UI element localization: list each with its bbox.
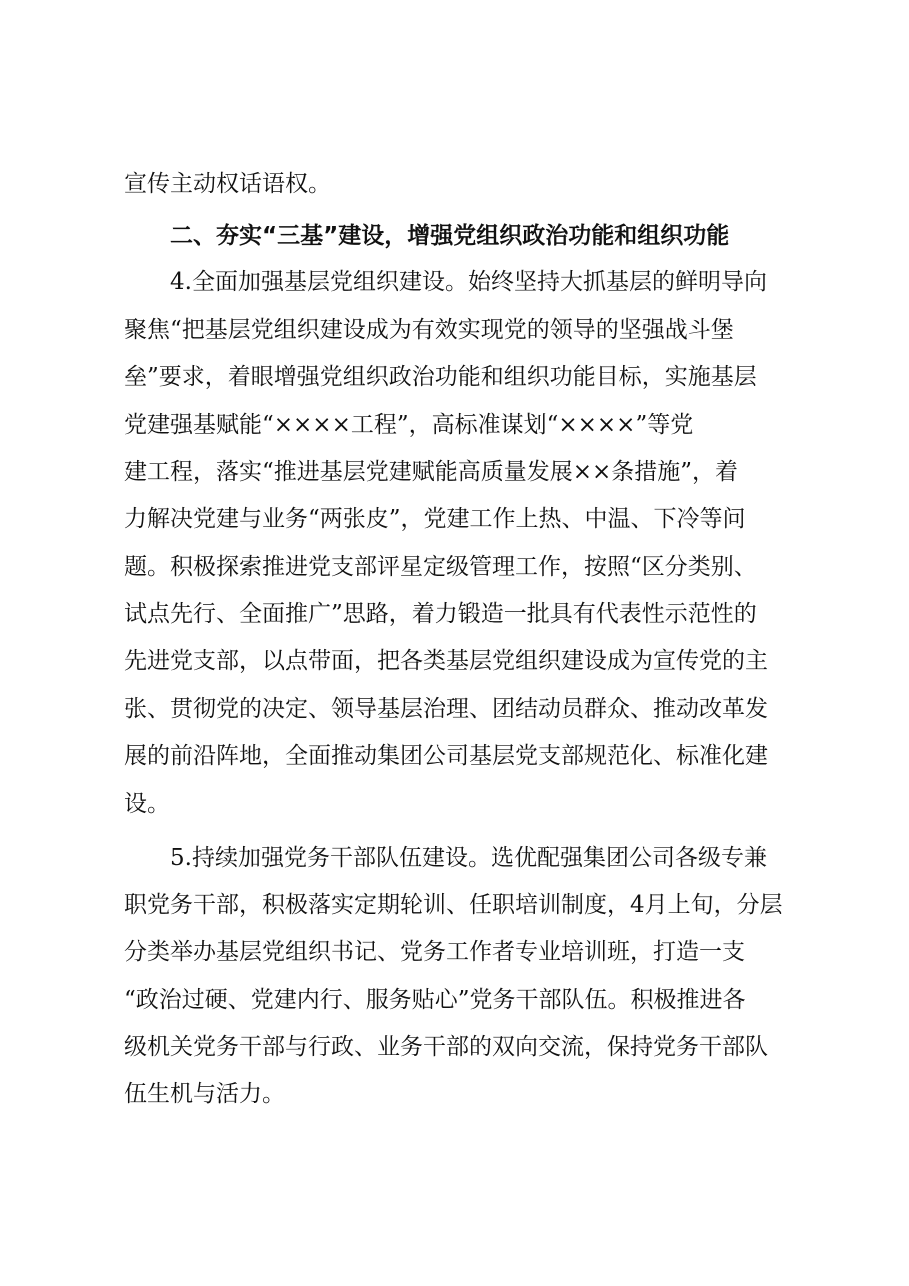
text-line: 设。 — [124, 791, 170, 817]
text-line: 力解决党建与业务“两张皮”，党建工作上热、中温、下冷等问 — [124, 506, 746, 532]
text-line: 伍生机与活力。 — [124, 1081, 285, 1107]
text-line: 党建强基赋能“××××工程”，高标准谋划“××××”等党 — [124, 412, 694, 438]
text-line: 5.持续加强党务干部队伍建设。选优配强集团公司各级专兼 — [170, 845, 767, 871]
text-line: “政治过硬、党建内行、服务贴心”党务干部队伍。积极推进各 — [124, 987, 746, 1013]
text-line: 试点先行、全面推广”思路，着力锻造一批具有代表性示范性的 — [124, 601, 757, 627]
text-line: 分类举办基层党组织书记、党务工作者专业培训班，打造一支 — [124, 939, 745, 965]
text-line: 题。积极探索推进党支部评星定级管理工作，按照“区分类别、 — [124, 554, 757, 580]
text-line: 4.全面加强基层党组织建设。始终坚持大抓基层的鲜明导向 — [170, 269, 767, 295]
section-heading: 二、夯实“三基”建设，增强党组织政治功能和组织功能 — [170, 223, 730, 249]
text-line: 张、贯彻党的决定、领导基层治理、团结动员群众、推动改革发 — [124, 696, 768, 722]
text-line: 级机关党务干部与行政、业务干部的双向交流，保持党务干部队 — [124, 1034, 768, 1060]
text-line: 展的前沿阵地，全面推动集团公司基层党支部规范化、标准化建 — [124, 743, 768, 769]
text-line: 垒”要求，着眼增强党组织政治功能和组织功能目标，实施基层 — [124, 364, 757, 390]
text-line: 聚焦“把基层党组织建设成为有效实现党的领导的坚强战斗堡 — [124, 317, 734, 343]
text-line: 先进党支部，以点带面，把各类基层党组织建设成为宣传党的主 — [124, 648, 768, 674]
text-line: 职党务干部，积极落实定期轮训、任职培训制度，4月上旬，分层 — [124, 892, 783, 918]
text-line: 建工程，落实“推进基层党建赋能高质量发展××条措施”，着 — [124, 459, 739, 485]
text-line: 宣传主动权话语权。 — [124, 171, 331, 197]
